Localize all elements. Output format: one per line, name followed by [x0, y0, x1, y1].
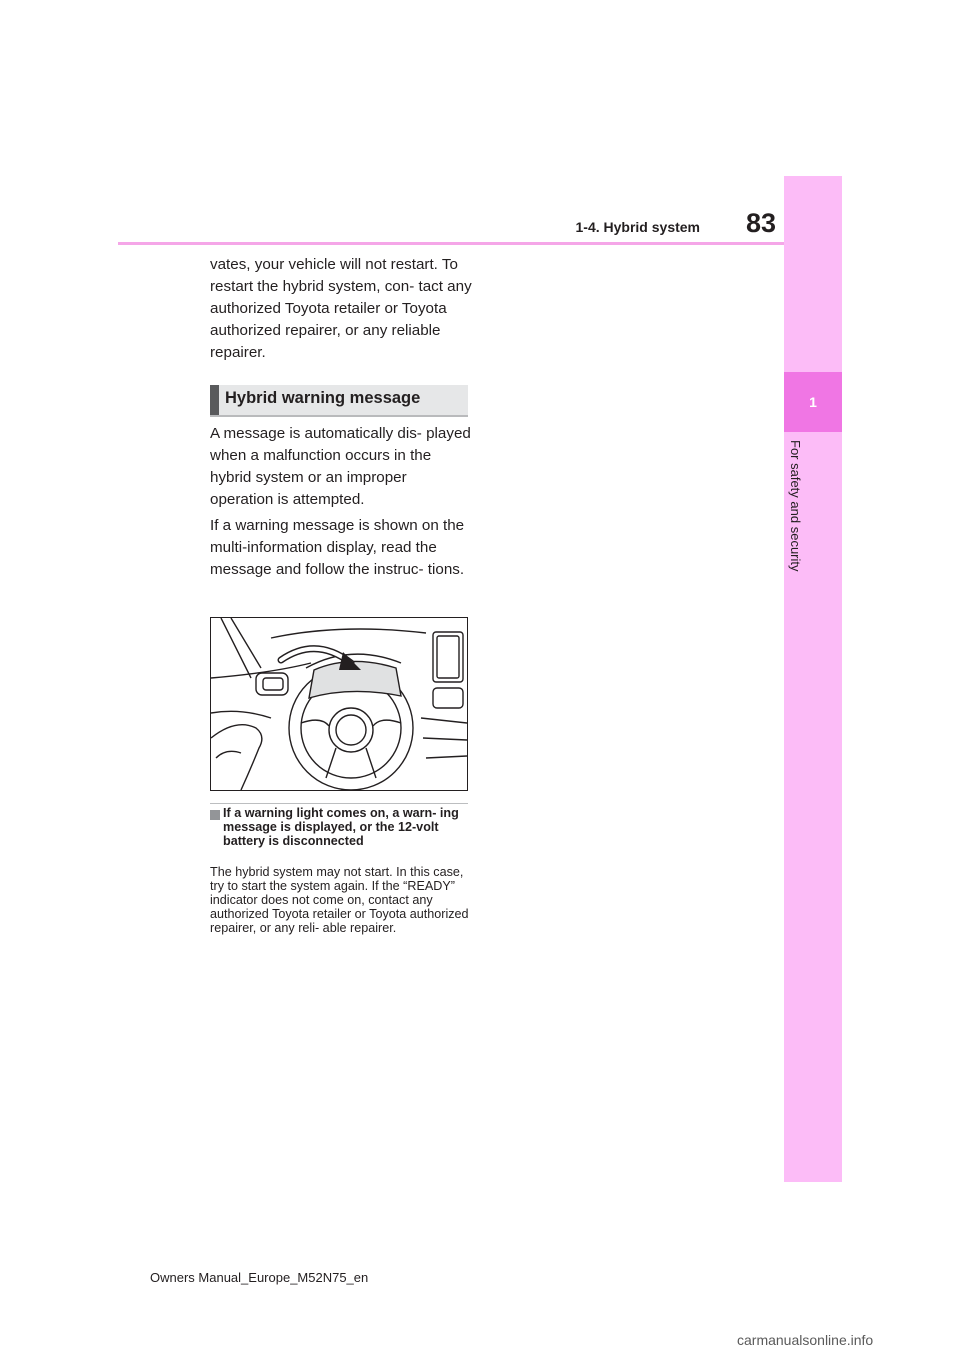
note-bullet-square [210, 810, 220, 820]
page-number: 83 [745, 208, 776, 238]
note-heading: If a warning light comes on, a warn- ing message is displayed, or the 12-volt battery is disconnected [223, 806, 459, 848]
section-heading: Hybrid warning message [225, 389, 421, 407]
section-paragraph-1: A message is automatically dis- played when a malfunction occurs in the hybrid system or an improper operation is attempted. [210, 425, 471, 508]
chapter-title: For safety and security [788, 440, 803, 572]
steering-wheel-illustration [211, 618, 467, 790]
note-text: The hybrid system may not start. In this case, try to start the system again. If the “READY” indicator does not come on, contact any authorized Toyota retailer or Toyota authorized repairer, or any reli- able repairer. [210, 865, 469, 935]
chapter-number-tab[interactable]: 1 [784, 372, 842, 432]
watermark[interactable]: carmanualsonline.info [737, 1332, 874, 1348]
section-title: 1-4. Hybrid system [575, 219, 700, 235]
section-paragraph-2: If a warning message is shown on the multi-information display, read the message and follow the instruc- tions. [210, 517, 465, 578]
footer-manual-id: Owners Manual_Europe_M52N75_en [150, 1270, 369, 1285]
continued-paragraph: vates, your vehicle will not restart. To restart the hybrid system, con- tact any authorized Toyota retailer or Toyota authorized repairer, or any reliable repairer. [210, 256, 472, 361]
header-rule [118, 242, 784, 245]
dashboard-illustration [210, 617, 468, 791]
side-tab [784, 176, 842, 1182]
heading-accent-bar [210, 385, 219, 415]
section-heading-box [210, 385, 468, 417]
note-divider [210, 803, 468, 804]
